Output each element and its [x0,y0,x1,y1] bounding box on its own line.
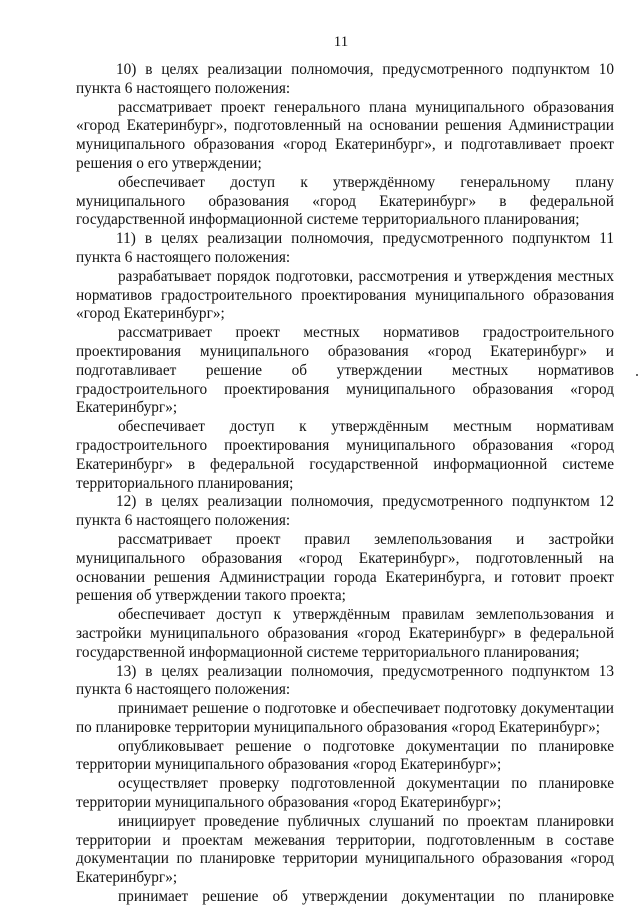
numbered-item: 10) в целях реализации полномочия, предусмотренного подпунктом 10 пункта 6 настоящего положения: [76,61,614,97]
sub-paragraph: рассматривает проект генерального плана муниципального образования «город Екатеринбург», подготовленный на основании решения Администрации муниципального образования «город Екатеринбург», и подготавливает проект решения о его утверждении; [76,98,614,172]
sub-paragraph: инициирует проведение публичных слушаний по проектам планировки территории и проектам межевания территории, подготовленным в составе документации по планировке территории муниципального образования «город Екатеринбург»; [76,812,614,887]
sub-paragraph: рассматривает проект правил землепользования и застройки муниципального образования «город Екатеринбург», подготовленный на основании решения Администрации города Екатеринбурга, и готовит проект решения об утверждении такого проекта; [76,530,614,605]
numbered-item: 12) в целях реализации полномочия, предусмотренного подпунктом 12 пункта 6 настоящего положения: [76,493,614,530]
margin-mark [636,374,638,376]
numbered-item: 13) в целях реализации полномочия, предусмотренного подпунктом 13 пункта 6 настоящего положения: [76,662,614,699]
sub-paragraph: обеспечивает доступ к утверждённым местным нормативам градостроительного проектирования муниципального образования «город Екатеринбург» в федеральной государственной информационной системе территориального планирования; [76,418,614,492]
sub-paragraph: принимает решение о подготовке и обеспечивает подготовку документации по планировке территории муниципального образования «город Екатеринбург»; [76,700,614,736]
sub-paragraph: обеспечивает доступ к утверждённому генеральному плану муниципального образования «город Екатеринбург» в федеральной государственной информационной системе территориального планирования; [76,173,614,229]
numbered-item: 11) в целях реализации полномочия, предусмотренного подпунктом 11 пункта 6 настоящего положения: [76,230,614,266]
page-number: 11 [333,34,349,50]
document-body [76,61,614,907]
sub-paragraph: разрабатывает порядок подготовки, рассмотрения и утверждения местных нормативов градостроительного проектирования муниципального образования «город Екатеринбург»; [76,267,614,323]
sub-paragraph: опубликовывает решение о подготовке документации по планировке территории муниципального образования «город Екатеринбург»; [76,737,614,774]
sub-paragraph: принимает решение об утверждении документации по планировке [118,888,614,906]
sub-paragraph: рассматривает проект местных нормативов градостроительного проектирования муниципального образования «город Екатеринбург» и подготавливает решение об утверждении местных нормативов градостроительного проектирования муниципального образования «город Екатеринбург»; [76,324,614,417]
sub-paragraph: осуществляет проверку подготовленной документации по планировке территории муниципального образования «город Екатеринбург»; [76,775,614,812]
sub-paragraph: обеспечивает доступ к утверждённым правилам землепользования и застройки муниципального образования «город Екатеринбург» в федеральной государственной информационной системе территориального планирования; [76,606,614,661]
